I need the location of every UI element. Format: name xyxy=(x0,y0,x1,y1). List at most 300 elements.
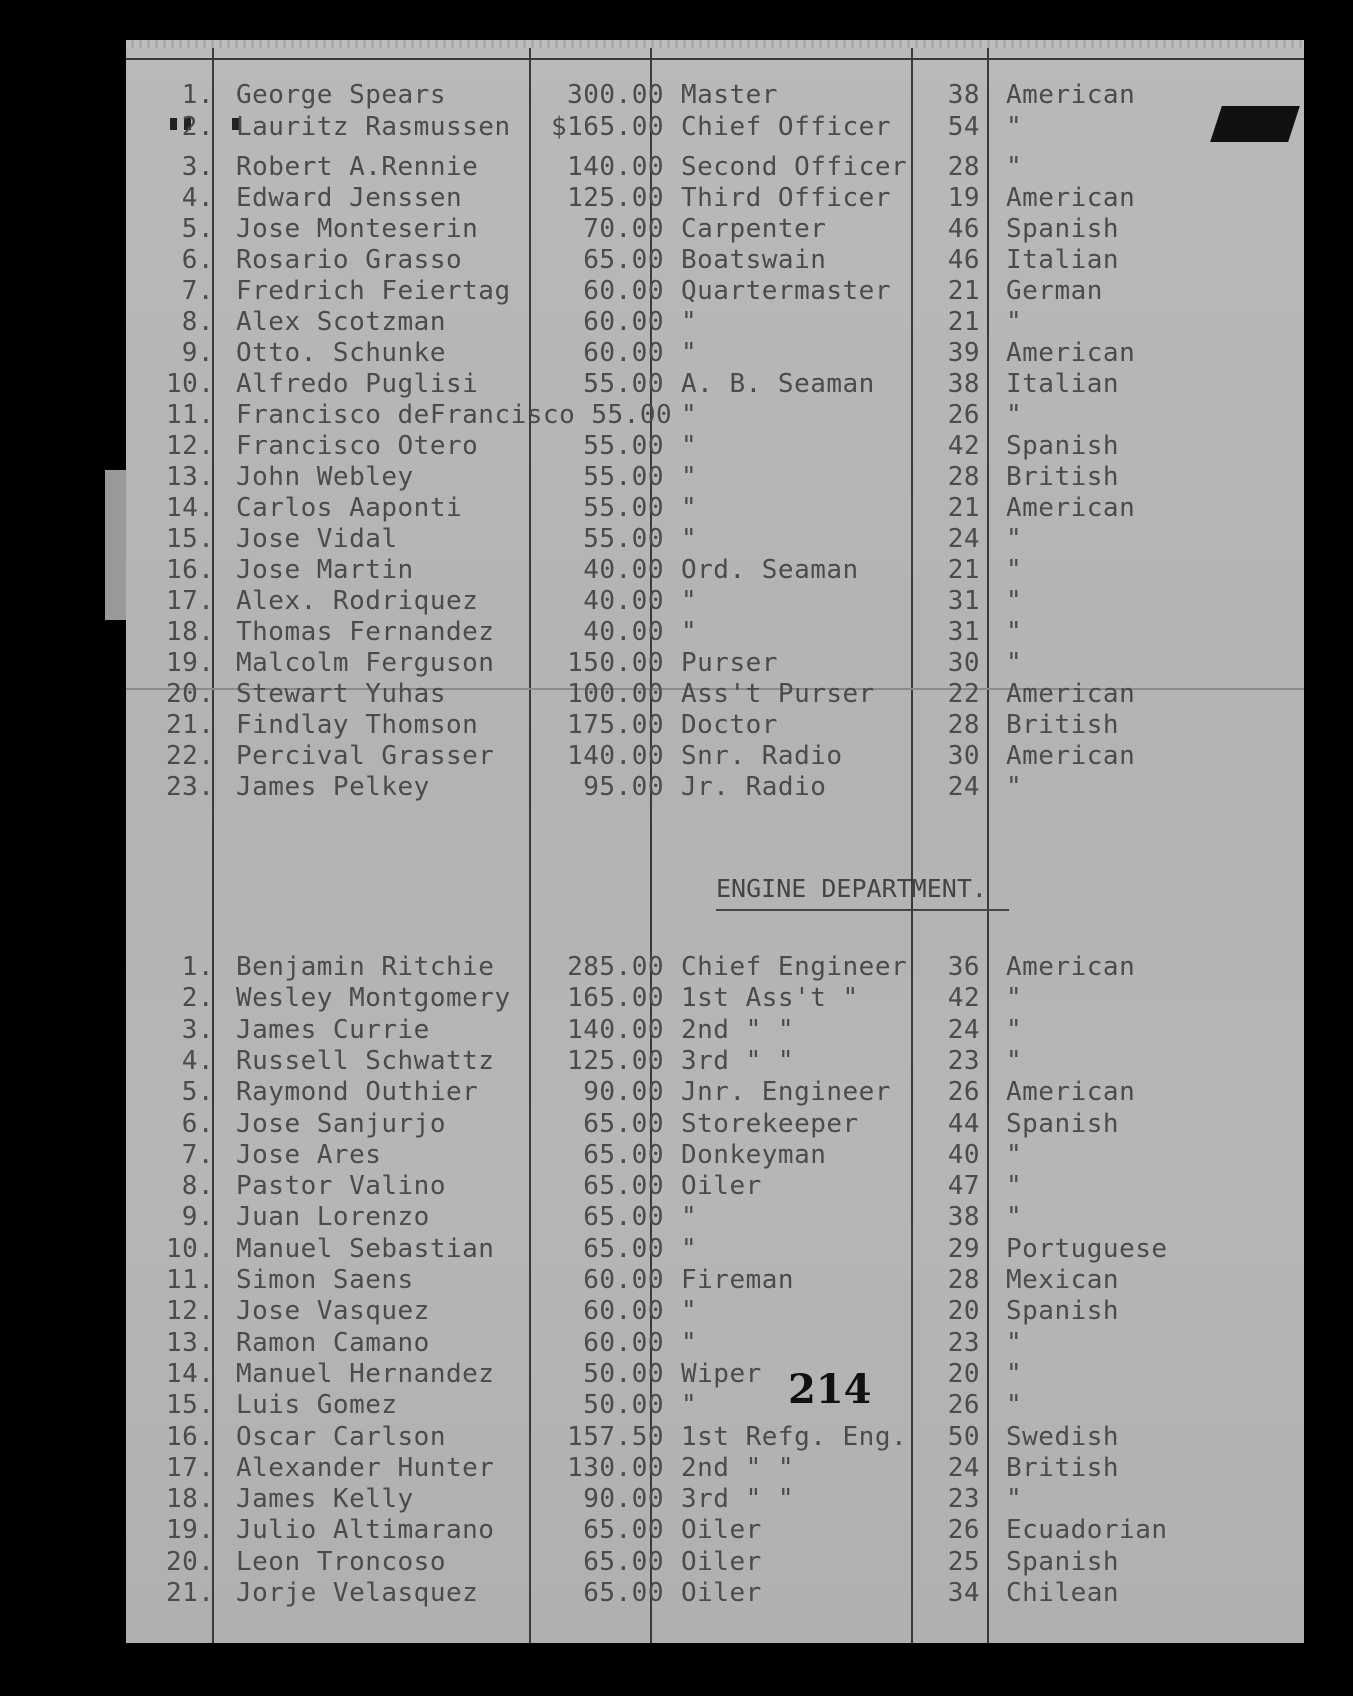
age: 23 xyxy=(947,1327,980,1358)
monthly-pay: 65.00 xyxy=(583,1515,664,1546)
row-number: 14. xyxy=(166,493,215,523)
crew-name: Jose Monteserin xyxy=(236,214,479,244)
crew-name: Stewart Yuhas xyxy=(236,679,446,709)
table-row xyxy=(126,1109,1304,1139)
nationality: " xyxy=(1006,1139,1023,1170)
nationality: " xyxy=(1006,1202,1023,1233)
monthly-pay: 40.00 xyxy=(583,586,664,616)
rank: 3rd " " xyxy=(681,1484,795,1515)
rank: 1st Ass't " xyxy=(681,983,859,1014)
age: 26 xyxy=(947,1390,980,1421)
crew-name: Simon Saens xyxy=(236,1265,414,1295)
rank: Oiler xyxy=(681,1546,762,1577)
nationality: " xyxy=(1006,1327,1023,1358)
monthly-pay: 70.00 xyxy=(583,214,664,244)
monthly-pay: 140.00 xyxy=(567,1014,664,1045)
monthly-pay: 165.00 xyxy=(567,983,664,1014)
age: 28 xyxy=(947,462,980,492)
nationality: " xyxy=(1006,555,1023,585)
age: 42 xyxy=(947,983,980,1014)
crew-name: Robert A.Rennie xyxy=(236,152,479,182)
nationality: British xyxy=(1006,1452,1120,1483)
age: 21 xyxy=(947,555,980,585)
nationality: American xyxy=(1006,338,1136,368)
nationality: American xyxy=(1006,952,1136,982)
monthly-pay: 60.00 xyxy=(583,1265,664,1295)
row-number: 11. xyxy=(166,1265,215,1295)
monthly-pay: 65.00 xyxy=(583,1171,664,1202)
crew-name: Alex. Rodriquez xyxy=(236,586,479,616)
age: 34 xyxy=(947,1578,980,1608)
age: 31 xyxy=(947,586,980,616)
monthly-pay: 125.00 xyxy=(567,1045,664,1076)
rank: " xyxy=(681,1390,698,1421)
crew-name: Fredrich Feiertag xyxy=(236,276,511,306)
row-number: 18. xyxy=(166,1484,215,1515)
row-number: 4. xyxy=(181,1045,214,1076)
age: 26 xyxy=(947,1077,980,1108)
monthly-pay: 65.00 xyxy=(583,245,664,275)
row-number: 18. xyxy=(166,617,215,647)
table-row xyxy=(126,1046,1304,1076)
table-row xyxy=(126,112,1304,142)
row-number: 9. xyxy=(181,1202,214,1233)
crew-name: Benjamin Ritchie xyxy=(236,952,495,982)
monthly-pay: 50.00 xyxy=(583,1390,664,1421)
crew-name: Alex Scotzman xyxy=(236,307,446,337)
table-row xyxy=(126,1359,1304,1389)
age: 26 xyxy=(947,1515,980,1546)
nationality: " xyxy=(1006,1045,1023,1076)
nationality: Italian xyxy=(1006,369,1120,399)
monthly-pay: 157.50 xyxy=(567,1421,664,1452)
crew-name: Jose Sanjurjo xyxy=(236,1108,446,1139)
nationality: American xyxy=(1006,679,1136,709)
age: 44 xyxy=(947,1108,980,1139)
rank: Ass't Purser xyxy=(681,679,875,709)
crew-name: Lauritz Rasmussen xyxy=(236,112,511,142)
table-row xyxy=(126,952,1304,982)
age: 30 xyxy=(947,648,980,678)
rank: Quartermaster xyxy=(681,276,891,306)
top-rule xyxy=(126,58,1304,60)
rank: Second Officer xyxy=(681,152,908,182)
nationality: Spanish xyxy=(1006,1108,1120,1139)
nationality: " xyxy=(1006,400,1023,430)
row-number: 3. xyxy=(181,152,214,182)
age: 21 xyxy=(947,276,980,306)
row-number: 12. xyxy=(166,431,215,461)
table-row xyxy=(126,1390,1304,1420)
crew-name: Russell Schwattz xyxy=(236,1045,495,1076)
crew-name: Thomas Fernandez xyxy=(236,617,495,647)
age: 23 xyxy=(947,1484,980,1515)
rank: 2nd " " xyxy=(681,1014,795,1045)
table-row xyxy=(126,617,1304,647)
crew-list-sheet xyxy=(126,48,1304,1643)
age: 21 xyxy=(947,493,980,523)
table-row xyxy=(126,369,1304,399)
row-number: 8. xyxy=(181,307,214,337)
monthly-pay: 65.00 xyxy=(583,1546,664,1577)
monthly-pay: 60.00 xyxy=(583,276,664,306)
age: 26 xyxy=(947,400,980,430)
age: 50 xyxy=(947,1421,980,1452)
table-row xyxy=(126,1171,1304,1201)
row-number: 15. xyxy=(166,524,215,554)
nationality: Italian xyxy=(1006,245,1120,275)
monthly-pay: 65.00 xyxy=(583,1233,664,1264)
row-number: 10. xyxy=(166,1233,215,1264)
rank: Purser xyxy=(681,648,778,678)
table-row xyxy=(126,1202,1304,1232)
monthly-pay: 55.00 xyxy=(583,524,664,554)
rank: Storekeeper xyxy=(681,1108,859,1139)
monthly-pay: 95.00 xyxy=(583,772,664,802)
table-row xyxy=(126,493,1304,523)
table-row xyxy=(126,152,1304,182)
row-number: 5. xyxy=(181,214,214,244)
crew-name: John Webley xyxy=(236,462,414,492)
age: 36 xyxy=(947,952,980,982)
crew-name: Percival Grasser xyxy=(236,741,495,771)
table-row xyxy=(126,648,1304,678)
age: 24 xyxy=(947,524,980,554)
monthly-pay: 150.00 xyxy=(567,648,664,678)
table-row xyxy=(126,80,1304,110)
age: 24 xyxy=(947,1014,980,1045)
crew-name: Carlos Aaponti xyxy=(236,493,463,523)
nationality: " xyxy=(1006,1014,1023,1045)
monthly-pay: 60.00 xyxy=(583,1296,664,1327)
rank: " xyxy=(681,1202,698,1233)
nationality: British xyxy=(1006,462,1120,492)
table-row xyxy=(126,1265,1304,1295)
table-row xyxy=(126,1077,1304,1107)
row-number: 6. xyxy=(181,245,214,275)
monthly-pay: $165.00 xyxy=(551,112,665,142)
crew-name: Pastor Valino xyxy=(236,1171,446,1202)
age: 28 xyxy=(947,1265,980,1295)
row-number: 9. xyxy=(181,338,214,368)
crew-name: Jose Martin xyxy=(236,555,414,585)
rank: " xyxy=(681,338,698,368)
monthly-pay: 65.00 xyxy=(583,1578,664,1608)
row-number: 5. xyxy=(181,1077,214,1108)
nationality: Spanish xyxy=(1006,1546,1120,1577)
row-number: 14. xyxy=(166,1358,215,1389)
monthly-pay: 40.00 xyxy=(583,617,664,647)
age: 25 xyxy=(947,1546,980,1577)
age: 30 xyxy=(947,741,980,771)
crew-name: Malcolm Ferguson xyxy=(236,648,495,678)
row-number: 2. xyxy=(181,112,214,142)
rank: Oiler xyxy=(681,1578,762,1608)
table-row xyxy=(126,524,1304,554)
rank: Boatswain xyxy=(681,245,827,275)
rank: " xyxy=(681,1327,698,1358)
crew-name: Francisco deFrancisco 55.00 xyxy=(236,400,673,430)
rank: Fireman xyxy=(681,1265,795,1295)
age: 20 xyxy=(947,1358,980,1389)
rank: Snr. Radio xyxy=(681,741,843,771)
nationality: Mexican xyxy=(1006,1265,1120,1295)
monthly-pay: 140.00 xyxy=(567,152,664,182)
table-row xyxy=(126,679,1304,709)
monthly-pay: 65.00 xyxy=(583,1139,664,1170)
table-row xyxy=(126,1234,1304,1264)
nationality: " xyxy=(1006,307,1023,337)
table-row xyxy=(126,307,1304,337)
rank: " xyxy=(681,586,698,616)
table-row xyxy=(126,183,1304,213)
row-number: 20. xyxy=(166,679,215,709)
engine-department-title: ENGINE DEPARTMENT. xyxy=(716,874,1009,911)
row-number: 15. xyxy=(166,1390,215,1421)
crew-name: George Spears xyxy=(236,80,446,110)
crew-name: Raymond Outhier xyxy=(236,1077,479,1108)
nationality: " xyxy=(1006,1484,1023,1515)
row-number: 8. xyxy=(181,1171,214,1202)
crew-name: Jose Vidal xyxy=(236,524,398,554)
table-row xyxy=(126,710,1304,740)
row-number: 10. xyxy=(166,369,215,399)
crew-name: James Currie xyxy=(236,1014,430,1045)
rank: Master xyxy=(681,80,778,110)
table-row xyxy=(126,276,1304,306)
age: 21 xyxy=(947,307,980,337)
nationality: American xyxy=(1006,1077,1136,1108)
monthly-pay: 300.00 xyxy=(567,80,664,110)
crew-name: Jose Ares xyxy=(236,1139,382,1170)
table-row xyxy=(126,1296,1304,1326)
age: 24 xyxy=(947,772,980,802)
row-number: 21. xyxy=(166,710,215,740)
row-number: 12. xyxy=(166,1296,215,1327)
row-number: 11. xyxy=(166,400,215,430)
nationality: Portuguese xyxy=(1006,1233,1168,1264)
rank: Chief Officer xyxy=(681,112,891,142)
monthly-pay: 65.00 xyxy=(583,1108,664,1139)
table-row xyxy=(126,586,1304,616)
nationality: Ecuadorian xyxy=(1006,1515,1168,1546)
crew-name: Jorje Velasquez xyxy=(236,1578,479,1608)
rank: 2nd " " xyxy=(681,1452,795,1483)
row-number: 19. xyxy=(166,1515,215,1546)
nationality: American xyxy=(1006,80,1136,110)
age: 31 xyxy=(947,617,980,647)
row-number: 23. xyxy=(166,772,215,802)
rank: " xyxy=(681,617,698,647)
crew-name: Juan Lorenzo xyxy=(236,1202,430,1233)
table-row xyxy=(126,1453,1304,1483)
age: 28 xyxy=(947,152,980,182)
age: 28 xyxy=(947,710,980,740)
row-number: 7. xyxy=(181,1139,214,1170)
crew-name: Manuel Hernandez xyxy=(236,1358,495,1389)
nationality: " xyxy=(1006,648,1023,678)
nationality: " xyxy=(1006,772,1023,802)
nationality: " xyxy=(1006,1390,1023,1421)
monthly-pay: 130.00 xyxy=(567,1452,664,1483)
nationality: " xyxy=(1006,617,1023,647)
age: 38 xyxy=(947,80,980,110)
nationality: American xyxy=(1006,493,1136,523)
monthly-pay: 60.00 xyxy=(583,1327,664,1358)
table-row xyxy=(126,400,1304,430)
rank: Oiler xyxy=(681,1515,762,1546)
rank: Doctor xyxy=(681,710,778,740)
table-row xyxy=(126,1015,1304,1045)
age: 46 xyxy=(947,214,980,244)
table-row xyxy=(126,1547,1304,1577)
rank: " xyxy=(681,524,698,554)
rank: 1st Refg. Eng. xyxy=(681,1421,908,1452)
rank: " xyxy=(681,493,698,523)
paper-scrap xyxy=(105,470,127,620)
monthly-pay: 100.00 xyxy=(567,679,664,709)
crew-name: Wesley Montgomery xyxy=(236,983,511,1014)
row-number: 2. xyxy=(181,983,214,1014)
rank: Jnr. Engineer xyxy=(681,1077,891,1108)
monthly-pay: 140.00 xyxy=(567,741,664,771)
nationality: Spanish xyxy=(1006,431,1120,461)
rank: " xyxy=(681,431,698,461)
age: 42 xyxy=(947,431,980,461)
monthly-pay: 55.00 xyxy=(583,462,664,492)
crew-name: Edward Jenssen xyxy=(236,183,463,213)
row-number: 16. xyxy=(166,555,215,585)
crew-name: Alexander Hunter xyxy=(236,1452,495,1483)
nationality: " xyxy=(1006,1358,1023,1389)
monthly-pay: 90.00 xyxy=(583,1077,664,1108)
monthly-pay: 285.00 xyxy=(567,952,664,982)
nationality: British xyxy=(1006,710,1120,740)
crew-name: James Pelkey xyxy=(236,772,430,802)
crew-name: Julio Altimarano xyxy=(236,1515,495,1546)
row-number: 13. xyxy=(166,1327,215,1358)
table-row xyxy=(126,214,1304,244)
crew-name: Francisco Otero xyxy=(236,431,479,461)
rank: A. B. Seaman xyxy=(681,369,875,399)
monthly-pay: 175.00 xyxy=(567,710,664,740)
crew-name: Jose Vasquez xyxy=(236,1296,430,1327)
crew-name: Otto. Schunke xyxy=(236,338,446,368)
monthly-pay: 65.00 xyxy=(583,1202,664,1233)
age: 19 xyxy=(947,183,980,213)
crew-name: Manuel Sebastian xyxy=(236,1233,495,1264)
age: 29 xyxy=(947,1233,980,1264)
monthly-pay: 50.00 xyxy=(583,1358,664,1389)
nationality: American xyxy=(1006,183,1136,213)
row-number: 1. xyxy=(181,80,214,110)
rank: " xyxy=(681,1233,698,1264)
row-number: 13. xyxy=(166,462,215,492)
nationality: " xyxy=(1006,524,1023,554)
nationality: Spanish xyxy=(1006,214,1120,244)
rank: " xyxy=(681,1296,698,1327)
crew-name: James Kelly xyxy=(236,1484,414,1515)
rank: Jr. Radio xyxy=(681,772,827,802)
table-row xyxy=(126,1578,1304,1608)
age: 38 xyxy=(947,1202,980,1233)
table-row xyxy=(126,741,1304,771)
age: 38 xyxy=(947,369,980,399)
nationality: " xyxy=(1006,1171,1023,1202)
age: 54 xyxy=(947,112,980,142)
table-row xyxy=(126,555,1304,585)
table-row xyxy=(126,462,1304,492)
row-number: 3. xyxy=(181,1014,214,1045)
row-number: 21. xyxy=(166,1578,215,1608)
row-number: 1. xyxy=(181,952,214,982)
age: 39 xyxy=(947,338,980,368)
rank: 3rd " " xyxy=(681,1045,795,1076)
crew-name: Findlay Thomson xyxy=(236,710,479,740)
monthly-pay: 55.00 xyxy=(583,369,664,399)
nationality: Chilean xyxy=(1006,1578,1120,1608)
age: 47 xyxy=(947,1171,980,1202)
monthly-pay: 55.00 xyxy=(583,493,664,523)
nationality: Swedish xyxy=(1006,1421,1120,1452)
table-row xyxy=(126,1422,1304,1452)
monthly-pay: 90.00 xyxy=(583,1484,664,1515)
table-row xyxy=(126,1484,1304,1514)
row-number: 19. xyxy=(166,648,215,678)
nationality: " xyxy=(1006,112,1023,142)
row-number: 20. xyxy=(166,1546,215,1577)
rank: Oiler xyxy=(681,1171,762,1202)
rank: " xyxy=(681,462,698,492)
crew-name: Luis Gomez xyxy=(236,1390,398,1421)
table-row xyxy=(126,983,1304,1013)
nationality: American xyxy=(1006,741,1136,771)
crew-name: Oscar Carlson xyxy=(236,1421,446,1452)
age: 46 xyxy=(947,245,980,275)
crew-name: Alfredo Puglisi xyxy=(236,369,479,399)
crew-name: Leon Troncoso xyxy=(236,1546,446,1577)
rank: Wiper xyxy=(681,1358,762,1389)
table-row xyxy=(126,245,1304,275)
nationality: " xyxy=(1006,983,1023,1014)
monthly-pay: 125.00 xyxy=(567,183,664,213)
rank: " xyxy=(681,400,698,430)
table-row xyxy=(126,1140,1304,1170)
monthly-pay: 60.00 xyxy=(583,338,664,368)
monthly-pay: 40.00 xyxy=(583,555,664,585)
nationality: " xyxy=(1006,586,1023,616)
monthly-pay: 60.00 xyxy=(583,307,664,337)
row-number: 17. xyxy=(166,1452,215,1483)
table-row xyxy=(126,1328,1304,1358)
rank: Third Officer xyxy=(681,183,891,213)
row-number: 22. xyxy=(166,741,215,771)
row-number: 6. xyxy=(181,1108,214,1139)
table-row xyxy=(126,1515,1304,1545)
age: 20 xyxy=(947,1296,980,1327)
row-number: 16. xyxy=(166,1421,215,1452)
age: 24 xyxy=(947,1452,980,1483)
nationality: " xyxy=(1006,152,1023,182)
crew-name: Ramon Camano xyxy=(236,1327,430,1358)
page-number-stamp: 214 xyxy=(788,1366,872,1413)
rank: Ord. Seaman xyxy=(681,555,859,585)
age: 23 xyxy=(947,1045,980,1076)
age: 22 xyxy=(947,679,980,709)
rank: Carpenter xyxy=(681,214,827,244)
crew-name: Rosario Grasso xyxy=(236,245,463,275)
row-number: 7. xyxy=(181,276,214,306)
